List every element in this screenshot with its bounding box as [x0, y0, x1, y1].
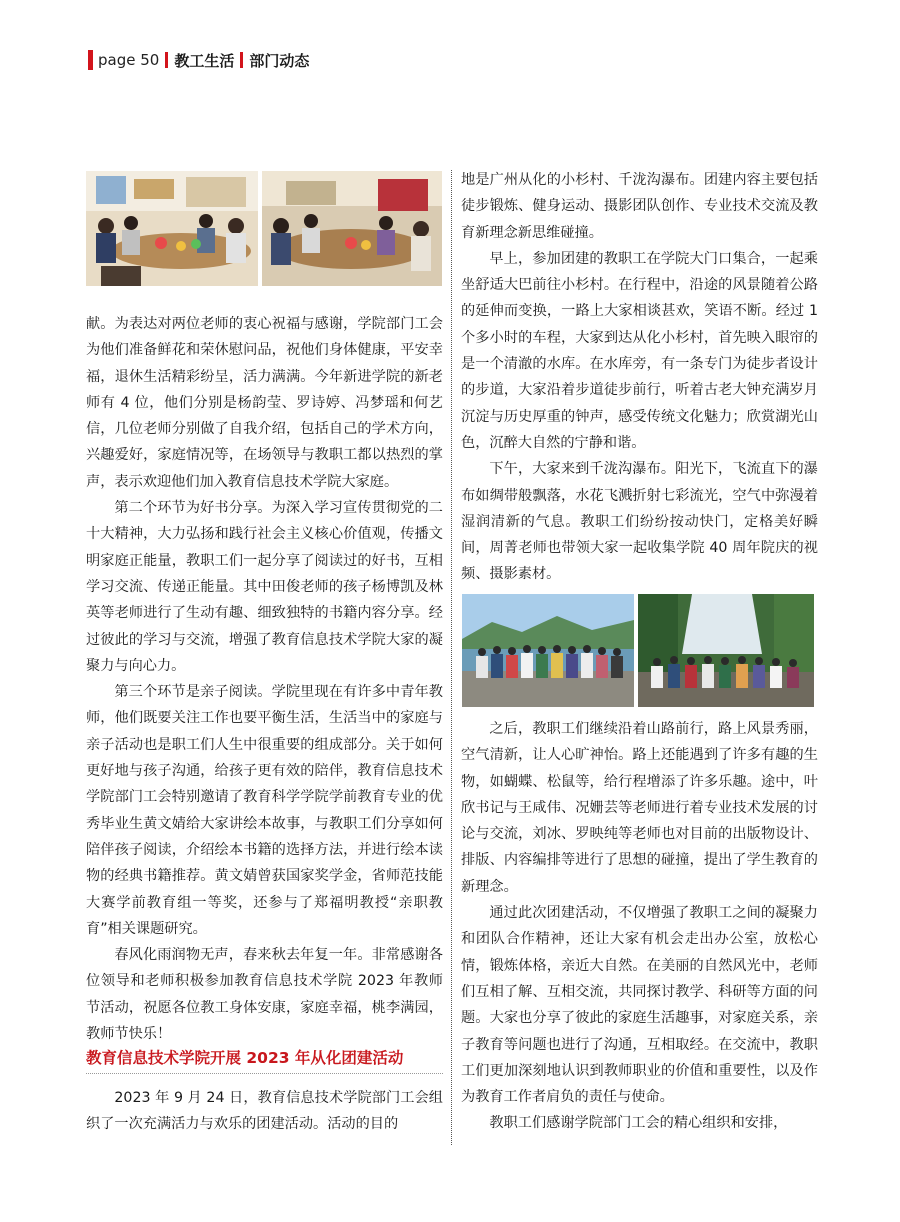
section-heading: 教育信息技术学院开展 2023 年从化团建活动 — [86, 1046, 443, 1074]
paragraph: 地是广州从化的小杉村、千泷沟瀑布。团建内容主要包括徒步锻炼、健身运动、摄影团队创作、专业技术交流及教育新理念新思维碰撞。 — [461, 172, 818, 241]
paragraph: 春风化雨润物无声，春来秋去年复一年。非常感谢各位领导和老师积极参加教育信息技术学院 2023 年教师节活动，祝愿各位教工身体安康，家庭幸福，桃李满园，教师节快乐！ — [86, 947, 443, 1043]
teachers-gathering-photo — [86, 171, 442, 286]
paragraph: 献。为表达对两位老师的衷心祝福与感谢，学院部门工会为他们准备鲜花和荣休慰问品，祝他们身体健康，平安幸福，退休生活精彩纷呈，活力满满。今年新进学院的新老师有 4 位，他们分别是杨韵莹、罗诗婷、冯梦瑶和何艺信，几位老师分别做了自我介绍，包括自己的学术方向，兴趣爱好，家庭情况等，在场领导与教职工都以热烈的掌声，表示欢迎他们加入教育信息技术学院大家庭。 — [86, 316, 443, 490]
paragraph: 第二个环节为好书分享。为深入学习宣传贯彻党的二十大精神，大力弘扬和践行社会主义核心价值观，传播文明家庭正能量，教职工们一起分享了阅读过的好书，互相学习交流、传递正能量。其中田俊老师的孩子杨博凯及林英等老师进行了生动有趣、细致独特的书籍内容分享。经过彼此的学习与交流，增强了教育信息技术学院大家的凝聚力与向心力。 — [86, 500, 443, 674]
right-column-text — [461, 167, 818, 588]
column-divider — [451, 170, 452, 1145]
header-separator — [240, 52, 243, 68]
paragraph: 第三个环节是亲子阅读。学院里现在有许多中青年教师，他们既要关注工作也要平衡生活，生活当中的家庭与亲子活动也是职工们人生中很重要的组成部分。关于如何更好地与孩子沟通，给孩子更有效的陪伴，教育信息技术学院部门工会特别邀请了教育科学学院学前教育专业的优秀毕业生黄文婧给大家讲绘本故事，与教职工们分享如何陪伴孩子阅读，介绍绘本书籍的选择方法，并进行绘本读物的经典书籍推荐。黄文婧曾获国家奖学金，省师范技能大赛学前教育组一等奖，还参与了郑福明教授“亲职教育”相关课题研究。 — [86, 684, 443, 937]
paragraph: 下午，大家来到千泷沟瀑布。阳光下，飞流直下的瀑布如绸带般飘落，水花飞溅折射七彩流光，空气中弥漫着湿润清新的气息。教职工们纷纷按动快门，定格美好瞬间，周菁老师也带领大家一起收集学院 40 周年院庆的视频、摄影素材。 — [461, 461, 818, 583]
group-trip-photo — [462, 594, 814, 707]
page-header — [88, 48, 309, 72]
paragraph: 早上，参加团建的教职工在学院大门口集合，一起乘坐舒适大巴前往小杉村。在行程中，沿途的风景随着公路的延伸而变换，一路上大家相谈甚欢，笑语不断。经过 1 个多小时的车程，大家到达从化小杉村，首先映入眼帘的是一个清澈的水库。在水库旁，有一条专门为徒步者设计的步道，大家沿着步道徒步前行，听着古老大钟充满岁月沉淀与历史厚重的钟声，感受传统文化魅力；欣赏湖光山色，沉醉大自然的宁静和谐。 — [461, 250, 818, 451]
left-column-text-continued — [86, 1085, 443, 1138]
header-separator — [165, 52, 168, 68]
paragraph: 2023 年 9 月 24 日，教育信息技术学院部门工会组织了一次充满活力与欢乐的团建活动。活动的目的 — [86, 1090, 443, 1133]
paragraph: 通过此次团建活动，不仅增强了教职工之间的凝聚力和团队合作精神，还让大家有机会走出办公室，放松心情，锻炼体格，亲近大自然。在美丽的自然风光中，老师们互相了解、互相交流，共同探讨教学、科研等方面的问题。大家也分享了彼此的家庭生活趣事，对家庭关系，亲子教育等问题也进行了沟通，互相取经。在交流中，教职工们更加深刻地认识到教师职业的价值和重要性，以及作为教育工作者肩负的责任与使命。 — [461, 905, 818, 1106]
paragraph: 教职工们感谢学院部门工会的精心组织和安排， — [489, 1115, 788, 1132]
header-accent-bar — [88, 50, 93, 70]
left-column-text — [86, 311, 443, 1047]
right-column-text-continued — [461, 716, 818, 1137]
paragraph: 之后，教职工们继续沿着山路前行，路上风景秀丽，空气清新，让人心旷神怡。路上还能遇到了许多有趣的生物，如蝴蝶、松鼠等，给行程增添了许多乐趣。途中，叶欣书记与王咸伟、况姗芸等老师进行着专业技术发展的讨论与交流，刘冰、罗映纯等老师也对目前的出版物设计、排版、内容编排等进行了思想的碰撞，提出了学生教育的新理念。 — [461, 721, 818, 895]
page-number: page 50 — [98, 51, 160, 69]
section-label: 教工生活 — [174, 51, 235, 70]
subsection-label: 部门动态 — [249, 51, 310, 70]
